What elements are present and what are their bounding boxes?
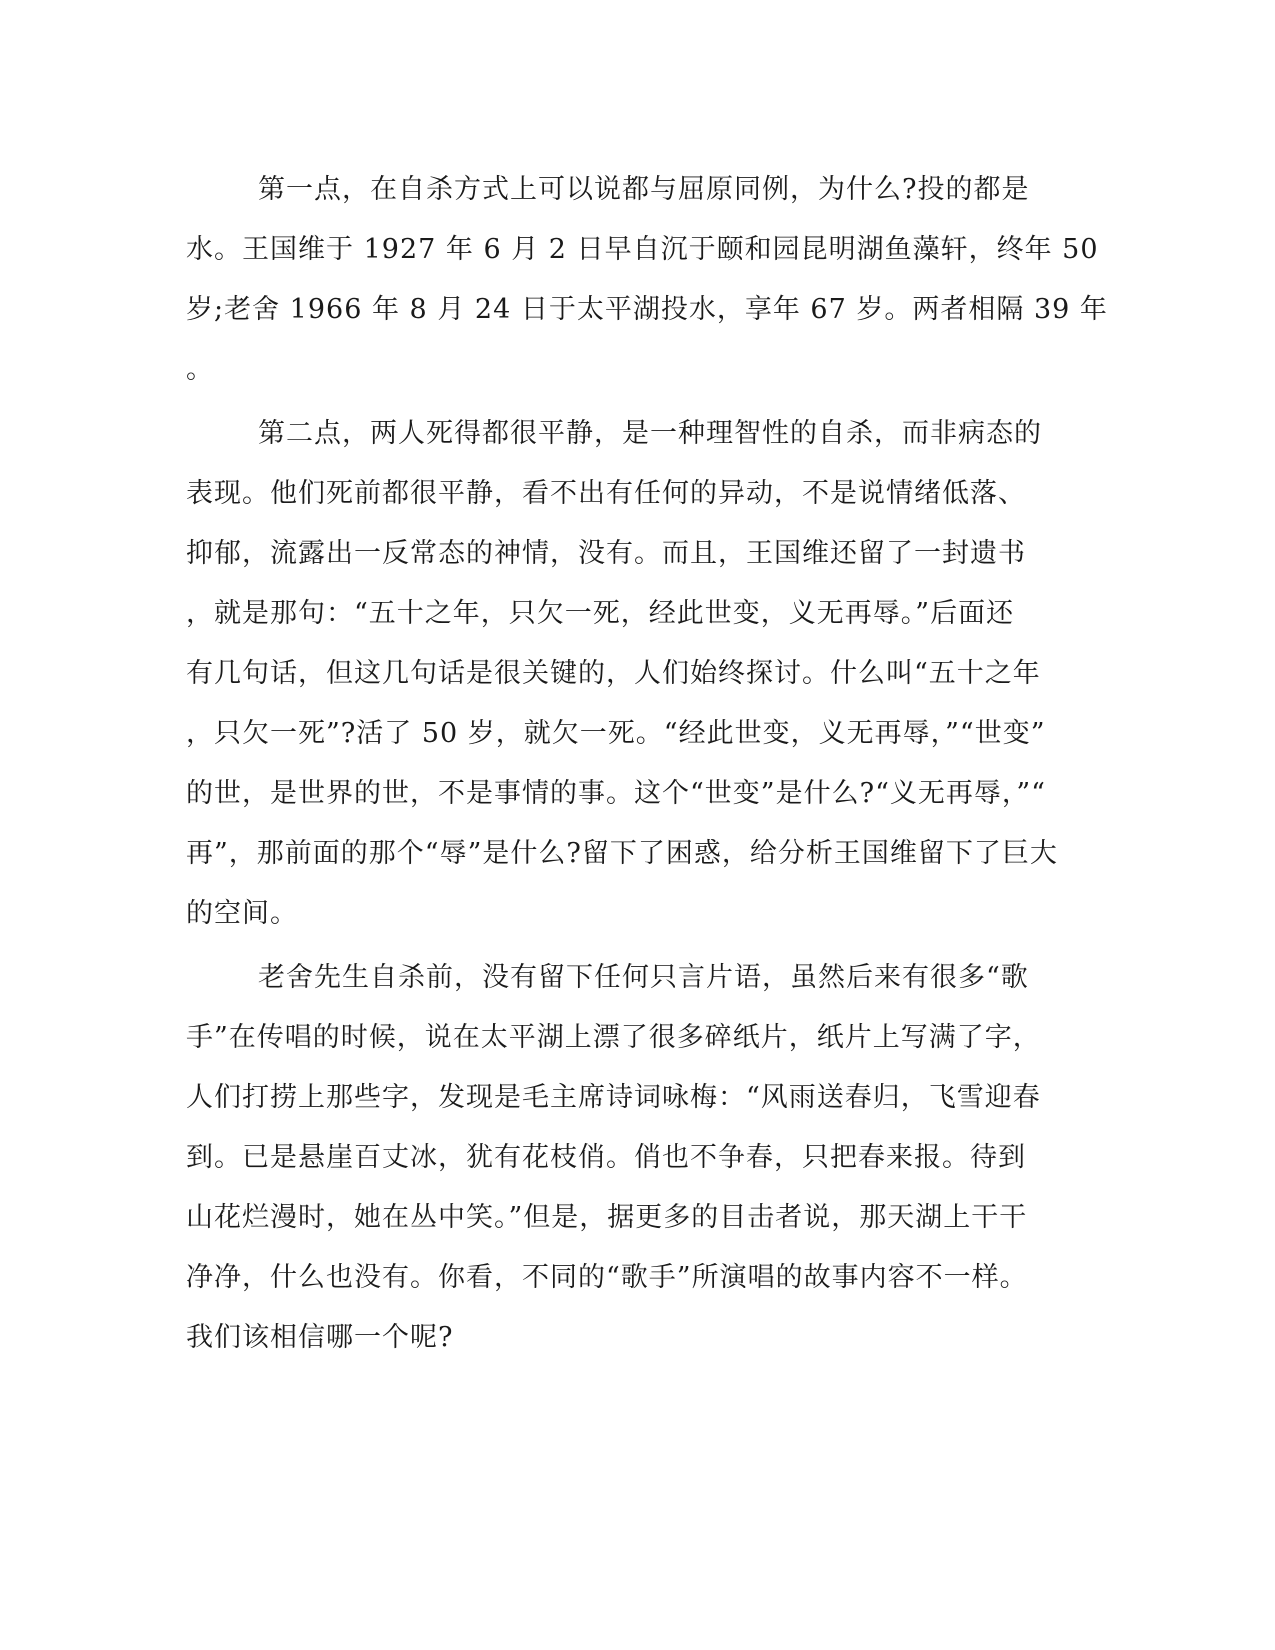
paragraph-1: [186, 160, 1108, 400]
document-body: [186, 160, 1108, 1372]
text-line: 。: [186, 354, 214, 385]
text-line: 山花烂漫时，她在丛中笑。”但是，据更多的目击者说，那天湖上干干: [186, 1202, 1028, 1233]
text-line: 抑郁，流露出一反常态的神情，没有。而且，王国维还留了一封遗书: [186, 538, 1026, 569]
text-line: 第一点，在自杀方式上可以说都与屈原同例，为什么?投的都是: [258, 174, 1030, 205]
text-line: 人们打捞上那些字，发现是毛主席诗词咏梅：“风雨送春归，飞雪迎春: [186, 1082, 1041, 1113]
text-line: 的世，是世界的世，不是事情的事。这个“世变”是什么?“义无再辱，”“: [186, 778, 1046, 809]
text-line: 的空间。: [186, 898, 298, 929]
text-line: 岁;老舍 1966 年 8 月 24 日于太平湖投水，享年 67 岁。两者相隔 39 年: [186, 294, 1108, 325]
text-line: ，就是那句：“五十之年，只欠一死，经此世变，义无再辱。”后面还: [186, 598, 1015, 629]
text-line: 水。王国维于 1927 年 6 月 2 日早自沉于颐和园昆明湖鱼藻轩，终年 50: [186, 234, 1099, 265]
text-line: 我们该相信哪一个呢?: [186, 1322, 454, 1353]
text-line: 净净，什么也没有。你看，不同的“歌手”所演唱的故事内容不一样。: [186, 1262, 1028, 1293]
paragraph-2: [186, 404, 1066, 944]
text-line: 到。已是悬崖百丈冰，犹有花枝俏。俏也不争春，只把春来报。待到: [186, 1142, 1026, 1173]
text-line: 再”，那前面的那个“辱”是什么?留下了困惑，给分析王国维留下了巨大: [186, 838, 1058, 869]
text-line: 老舍先生自杀前，没有留下任何只言片语，虽然后来有很多“歌: [258, 962, 1029, 993]
text-line: 表现。他们死前都很平静，看不出有任何的异动，不是说情绪低落、: [186, 478, 1026, 509]
text-line: 有几句话，但这几句话是很关键的，人们始终探讨。什么叫“五十之年: [186, 658, 1041, 689]
text-line: ，只欠一死”?活了 50 岁，就欠一死。“经此世变，义无再辱，”“世变”: [186, 718, 1046, 749]
text-line: 手”在传唱的时候，说在太平湖上漂了很多碎纸片，纸片上写满了字，: [186, 1022, 1041, 1053]
text-line: 第二点，两人死得都很平静，是一种理智性的自杀，而非病态的: [258, 418, 1042, 449]
paragraph-3: [186, 948, 1066, 1368]
